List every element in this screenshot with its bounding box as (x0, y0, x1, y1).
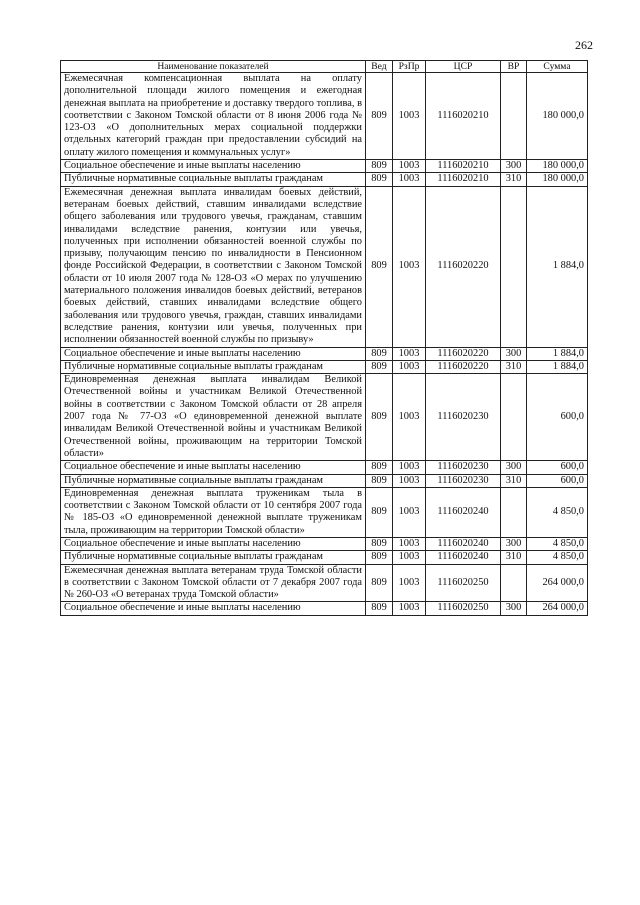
cell-name: Единовременная денежная выплата инвалидам Великой Отечественной войны и участникам Великой Отечественной войны в соответствии с Законом Томской области от 28 апреля 2007 года № 77-ОЗ «О единовременной денежной выплате инвалидам Великой Отечественной войны и участникам Великой Отечественной войны, проживающим на территории Томской области» (61, 374, 366, 461)
cell-name: Ежемесячная денежная выплата инвалидам боевых действий, ветеранам боевых действий, ставшим инвалидами вследствие общего заболевания или трудового увечья, гражданам, ставшим инвалидами вследствие ранения, контузии или увечья, полученных при исполнении обязанностей военной службы по призыву, получающим пенсию по инвалидности в Пенсионном фонде Российской Федерации, в соответствии с Законом Томской области от 10 июля 2007 года № 128-ОЗ «О мерах по улучшению материального положения инвалидов боевых действий, ветеранов боевых действий, ставших инвалидами вследствие общего заболевания или трудового увечья, граждан, ставших инвалидами вследствие ранения, контузии или увечья, полученных при исполнении обязанностей военной службы по призыву» (61, 186, 366, 347)
cell-ved: 809 (366, 551, 393, 564)
cell-sum: 1 884,0 (527, 347, 588, 360)
cell-sum: 600,0 (527, 474, 588, 487)
cell-sum: 4 850,0 (527, 487, 588, 537)
cell-rzpr: 1003 (393, 461, 426, 474)
cell-rzpr: 1003 (393, 487, 426, 537)
cell-name: Социальное обеспечение и иные выплаты населению (61, 347, 366, 360)
cell-csr: 1116020230 (426, 374, 501, 461)
cell-name: Публичные нормативные социальные выплаты гражданам (61, 474, 366, 487)
cell-csr: 1116020210 (426, 173, 501, 186)
cell-rzpr: 1003 (393, 360, 426, 373)
cell-ved: 809 (366, 374, 393, 461)
cell-vr: 300 (501, 347, 527, 360)
table-header-row (61, 61, 588, 73)
cell-ved: 809 (366, 564, 393, 602)
cell-ved: 809 (366, 461, 393, 474)
cell-sum: 180 000,0 (527, 73, 588, 160)
cell-sum: 180 000,0 (527, 160, 588, 173)
cell-ved: 809 (366, 347, 393, 360)
cell-vr (501, 186, 527, 347)
cell-vr: 310 (501, 173, 527, 186)
header-ved: Вед (366, 61, 393, 73)
table-row (61, 537, 588, 550)
cell-csr: 1116020220 (426, 186, 501, 347)
page-number: 262 (575, 38, 593, 52)
cell-rzpr: 1003 (393, 564, 426, 602)
cell-name: Публичные нормативные социальные выплаты гражданам (61, 360, 366, 373)
cell-vr: 300 (501, 537, 527, 550)
header-name: Наименование показателей (61, 61, 366, 73)
header-csr: ЦСР (426, 61, 501, 73)
cell-ved: 809 (366, 186, 393, 347)
cell-name: Социальное обеспечение и иные выплаты населению (61, 461, 366, 474)
cell-ved: 809 (366, 602, 393, 615)
cell-name: Публичные нормативные социальные выплаты гражданам (61, 173, 366, 186)
cell-vr (501, 487, 527, 537)
cell-csr: 1116020230 (426, 461, 501, 474)
cell-vr: 300 (501, 602, 527, 615)
header-sum: Сумма (527, 61, 588, 73)
cell-csr: 1116020250 (426, 564, 501, 602)
cell-name: Публичные нормативные социальные выплаты гражданам (61, 551, 366, 564)
cell-vr (501, 564, 527, 602)
table-row (61, 487, 588, 537)
cell-ved: 809 (366, 474, 393, 487)
cell-rzpr: 1003 (393, 551, 426, 564)
cell-csr: 1116020240 (426, 551, 501, 564)
cell-name: Социальное обеспечение и иные выплаты населению (61, 160, 366, 173)
cell-rzpr: 1003 (393, 374, 426, 461)
table-row (61, 73, 588, 160)
cell-name: Ежемесячная денежная выплата ветеранам труда Томской области в соответствии с Законом Томской области от 7 декабря 2007 года № 260-ОЗ «О ветеранах труда Томской области» (61, 564, 366, 602)
cell-rzpr: 1003 (393, 537, 426, 550)
cell-ved: 809 (366, 73, 393, 160)
budget-table (60, 60, 588, 616)
cell-sum: 600,0 (527, 461, 588, 474)
cell-sum: 1 884,0 (527, 360, 588, 373)
cell-ved: 809 (366, 537, 393, 550)
cell-ved: 809 (366, 487, 393, 537)
cell-csr: 1116020240 (426, 487, 501, 537)
cell-vr (501, 374, 527, 461)
cell-sum: 4 850,0 (527, 537, 588, 550)
cell-sum: 264 000,0 (527, 564, 588, 602)
table-row (61, 186, 588, 347)
cell-sum: 600,0 (527, 374, 588, 461)
cell-rzpr: 1003 (393, 186, 426, 347)
table-row (61, 160, 588, 173)
cell-name: Ежемесячная компенсационная выплата на оплату дополнительной площади жилого помещения и ежегодная денежная выплата на приобретение и доставку твердого топлива, в соответствии с Законом Томской области от 8 июня 2006 года № 123-ОЗ «О дополнительных мерах социальной поддержки отдельных категорий граждан при предоставлении субсидий на оплату жилого помещения и коммунальных услуг» (61, 73, 366, 160)
cell-csr: 1116020230 (426, 474, 501, 487)
cell-vr: 310 (501, 360, 527, 373)
cell-rzpr: 1003 (393, 347, 426, 360)
cell-rzpr: 1003 (393, 73, 426, 160)
cell-csr: 1116020210 (426, 160, 501, 173)
cell-ved: 809 (366, 173, 393, 186)
cell-vr: 310 (501, 474, 527, 487)
cell-ved: 809 (366, 160, 393, 173)
table-row (61, 347, 588, 360)
table-row (61, 551, 588, 564)
cell-vr: 300 (501, 461, 527, 474)
cell-sum: 4 850,0 (527, 551, 588, 564)
cell-rzpr: 1003 (393, 474, 426, 487)
cell-csr: 1116020220 (426, 360, 501, 373)
table-row (61, 461, 588, 474)
table-row (61, 360, 588, 373)
cell-rzpr: 1003 (393, 160, 426, 173)
cell-rzpr: 1003 (393, 173, 426, 186)
header-vr: ВР (501, 61, 527, 73)
cell-ved: 809 (366, 360, 393, 373)
cell-csr: 1116020210 (426, 73, 501, 160)
cell-vr: 300 (501, 160, 527, 173)
cell-vr: 310 (501, 551, 527, 564)
cell-csr: 1116020240 (426, 537, 501, 550)
cell-name: Единовременная денежная выплата труженикам тыла в соответствии с Законом Томской области от 10 сентября 2007 года № 185-ОЗ «О единовременной денежной выплате труженикам тыла, проживающим на территории Томской области» (61, 487, 366, 537)
table-row (61, 602, 588, 615)
cell-sum: 180 000,0 (527, 173, 588, 186)
cell-csr: 1116020250 (426, 602, 501, 615)
cell-name: Социальное обеспечение и иные выплаты населению (61, 537, 366, 550)
cell-csr: 1116020220 (426, 347, 501, 360)
header-rzpr: РзПр (393, 61, 426, 73)
table-row (61, 374, 588, 461)
table-row (61, 173, 588, 186)
table-row (61, 474, 588, 487)
table-row (61, 564, 588, 602)
cell-vr (501, 73, 527, 160)
cell-sum: 1 884,0 (527, 186, 588, 347)
cell-name: Социальное обеспечение и иные выплаты населению (61, 602, 366, 615)
cell-rzpr: 1003 (393, 602, 426, 615)
cell-sum: 264 000,0 (527, 602, 588, 615)
